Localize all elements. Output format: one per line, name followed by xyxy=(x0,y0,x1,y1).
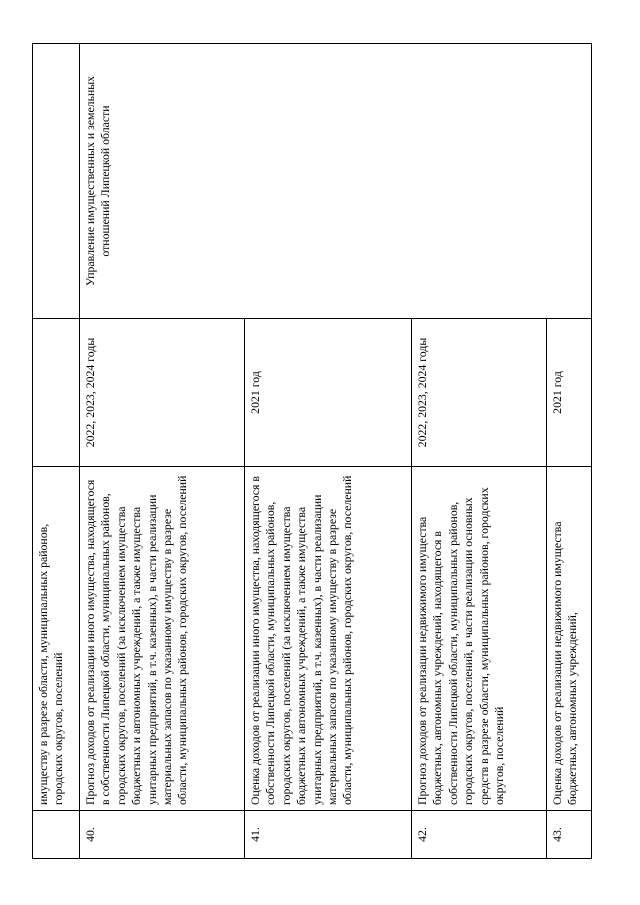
responsible-cell-top xyxy=(33,44,80,319)
table-row xyxy=(80,44,245,859)
indicator-text: имуществу в разрезе области, муниципальных районов, городских округов, поселений xyxy=(33,467,80,811)
period-cell: 2021 год xyxy=(547,319,592,467)
row-number: 43. xyxy=(547,811,592,859)
row-number xyxy=(33,811,80,859)
table-row xyxy=(33,44,80,859)
indicator-text: Прогноз доходов от реализации иного имущества, находящегося в собственности Липецкой области, муниципальных районов, городских округов, поселений (за исключением имущества бюджетных и автономных учреждений, а также имущества унитарных предприятий, в т.ч. казенных), в части реализации материальных запасов по указанному имуществу в разрезе области, муниципальных районов, городских округов, поселений xyxy=(80,467,245,811)
period-cell: 2021 год xyxy=(245,319,412,467)
indicator-text: Оценка доходов от реализации иного имущества, находящегося в собственности Липецкой области, муниципальных районов, городских округов, поселений (за исключением имущества бюджетных и автономных учреждений, а также имущества унитарных предприятий, в т.ч. казенных), в части реализации материальных запасов по указанному имуществу в разрезе области, муниципальных районов, городских округов, поселений xyxy=(245,467,412,811)
row-number: 41. xyxy=(245,811,412,859)
rotated-page xyxy=(32,44,591,859)
indicator-text: Прогноз доходов от реализации недвижимого имущества бюджетных, автономных учреждений, находящегося в собственности Липецкой области, муниципальных районов, городских округов, поселений, в части реализации основных средств в разрезе области, муниципальных районов, городских округов, поселений xyxy=(412,467,547,811)
row-number: 40. xyxy=(80,811,245,859)
period-cell: 2022, 2023, 2024 годы xyxy=(80,319,245,467)
responsible-organization: Управление имущественных и земельных отношений Липецкой области xyxy=(80,44,592,319)
indicator-text: Оценка доходов от реализации недвижимого имущества бюджетных, автономных учреждений, xyxy=(547,467,592,811)
row-number: 42. xyxy=(412,811,547,859)
period-cell xyxy=(33,319,80,467)
document-table xyxy=(32,43,592,859)
period-cell: 2022, 2023, 2024 годы xyxy=(412,319,547,467)
